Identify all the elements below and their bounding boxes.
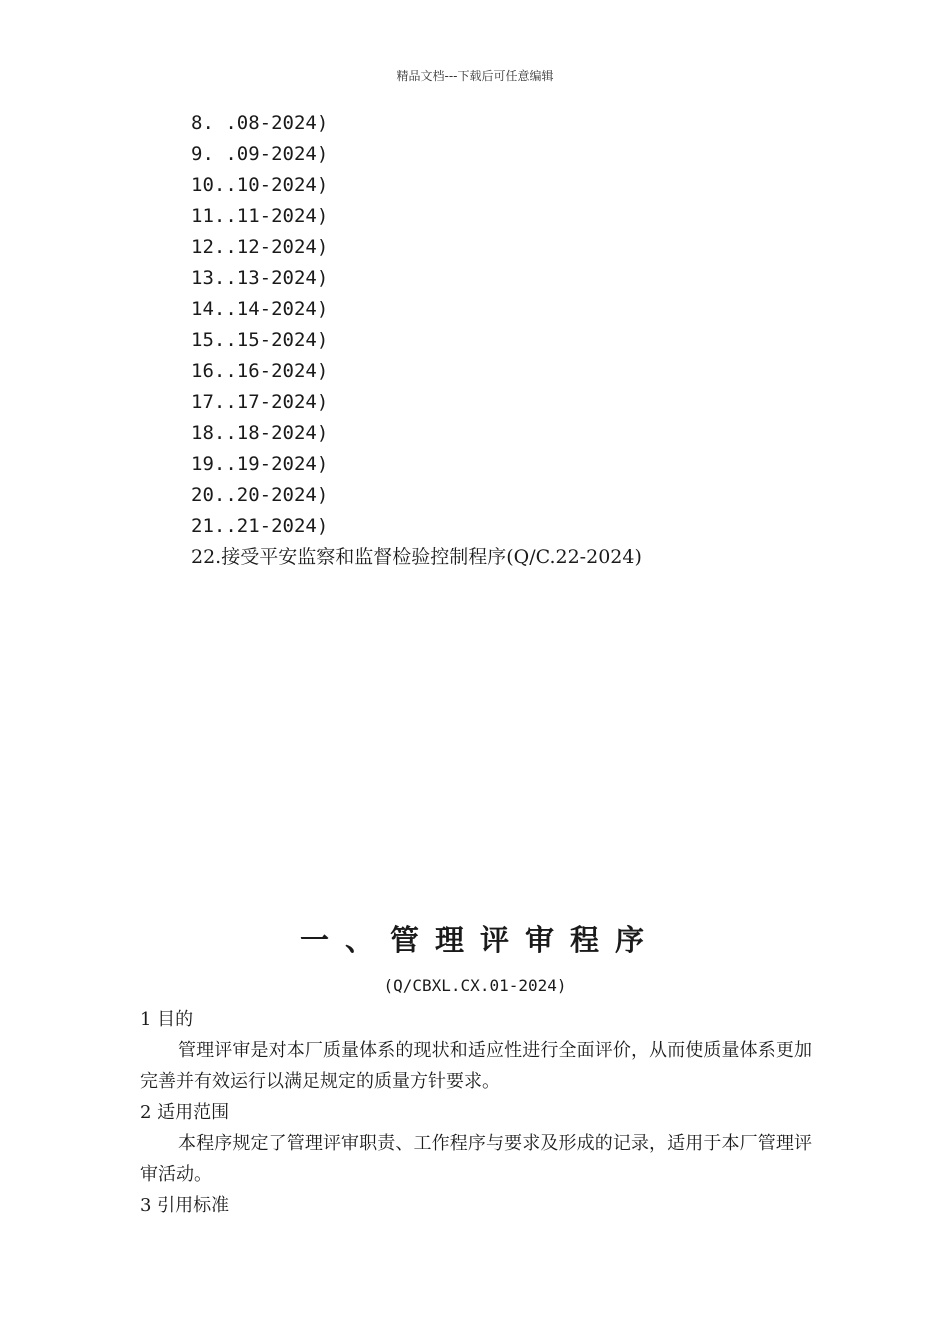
toc-item: 16..16-2024)	[191, 360, 329, 382]
section-heading: 1 目的	[140, 1009, 194, 1030]
section-heading: 3 引用标准	[140, 1195, 230, 1216]
toc-item: 18..18-2024)	[191, 422, 329, 444]
toc-item: 8. .08-2024)	[191, 112, 329, 134]
toc-item: 15..15-2024)	[191, 329, 329, 351]
section-paragraph: 本程序规定了管理评审职责、工作程序与要求及形成的记录，适用于本厂管理评审活动。	[140, 1133, 812, 1185]
toc-item: 11..11-2024)	[191, 205, 329, 227]
document-body	[140, 1004, 812, 1221]
toc-item: 12..12-2024)	[191, 236, 329, 258]
toc-item: 19..19-2024)	[191, 453, 329, 475]
toc-item: 13..13-2024)	[191, 267, 329, 289]
toc-item: 20..20-2024)	[191, 484, 329, 506]
toc-item: 14..14-2024)	[191, 298, 329, 320]
toc-item: 21..21-2024)	[191, 515, 329, 537]
toc-item: 9. .09-2024)	[191, 143, 329, 165]
toc-item: 17..17-2024)	[191, 391, 329, 413]
toc-list	[191, 110, 642, 575]
page-header: 精品文档---下载后可任意编辑	[396, 69, 554, 83]
section-paragraph: 管理评审是对本厂质量体系的现状和适应性进行全面评价，从而使质量体系更加完善并有效运行以满足规定的质量方针要求。	[140, 1040, 812, 1092]
toc-item: 10..10-2024)	[191, 174, 329, 196]
toc-item: 22.接受平安监察和监督检验控制程序(Q/C.22-2024)	[191, 546, 642, 568]
section-heading: 2 适用范围	[140, 1102, 230, 1123]
document-code: (Q/CBXL.CX.01-2024)	[383, 976, 567, 995]
document-title: 一、管理评审程序	[299, 923, 660, 957]
